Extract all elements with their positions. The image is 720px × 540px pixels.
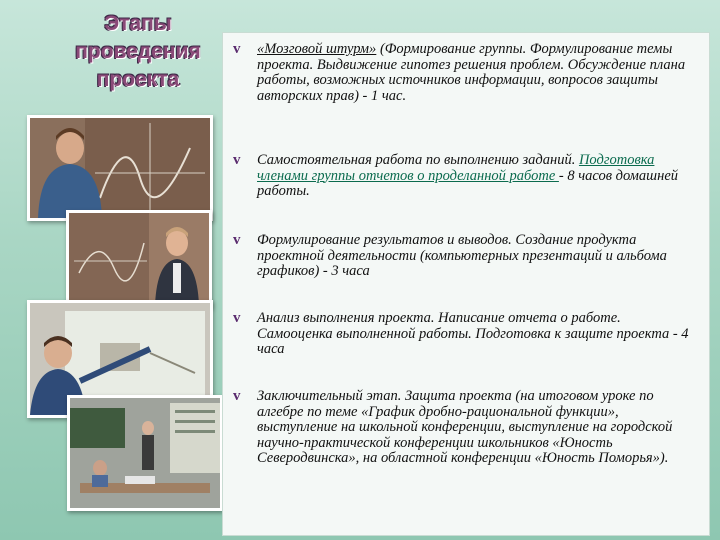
photo-student-standing <box>66 210 212 308</box>
stage-item-final <box>233 389 693 467</box>
stage-lead: «Мозговой штурм» <box>257 41 377 57</box>
stage-text: Заключительный этап. Защита проекта (на итоговом уроке по алгебре по теме «График дробно-рациональной функции», выступление на школьной конференции, выступление на городской научно-практической конференции школьников «Юность Северодвинска», на областной конференции «Юность Поморья»). <box>257 388 673 466</box>
stage-item-brainstorm <box>233 42 693 104</box>
stage-text: Формулирование результатов и выводов. Создание продукта проектной деятельности (компьютерных презентаций и альбома графиков) - 3 часа <box>257 232 667 279</box>
stage-body-start: Самостоятельная работа по выполнению заданий. <box>257 152 579 168</box>
slide-title <box>58 10 218 94</box>
stage-text: Анализ выполнения проекта. Написание отчета о работе. Самооценка выполненной работы. Подготовка к защите проекта - 4 часа <box>257 310 689 357</box>
title-line-3: проекта <box>96 68 180 91</box>
photo-student-at-board <box>27 115 213 221</box>
stage-text <box>233 42 693 104</box>
v-bullet-icon: v <box>233 152 241 168</box>
stage-body-end: - 8 часов домашней работы. <box>257 167 679 199</box>
v-bullet-icon: v <box>233 232 241 248</box>
photo-classroom-presentation <box>67 395 223 511</box>
stage-text <box>233 153 693 200</box>
stage-body: (Формирование группы. Формулирование темы проекта. Выдвижение гипотез решения проблем. Обсуждение плана работы, возможных источников информации, вопросов защиты авторских прав) - 1 час. <box>257 41 686 104</box>
title-line-2: проведения <box>75 40 201 63</box>
stage-item-analysis <box>233 311 693 358</box>
v-bullet-icon: v <box>233 310 241 326</box>
stages-panel <box>222 32 710 536</box>
report-preparation-link[interactable]: Подготовка членами группы отчетов о проделанной работе <box>257 152 655 184</box>
title-line-1: Этапы <box>104 12 172 35</box>
stage-item-independent-work <box>233 153 693 200</box>
v-bullet-icon: v <box>233 388 241 404</box>
stage-item-results <box>233 233 693 280</box>
v-bullet-icon: v <box>233 41 241 57</box>
